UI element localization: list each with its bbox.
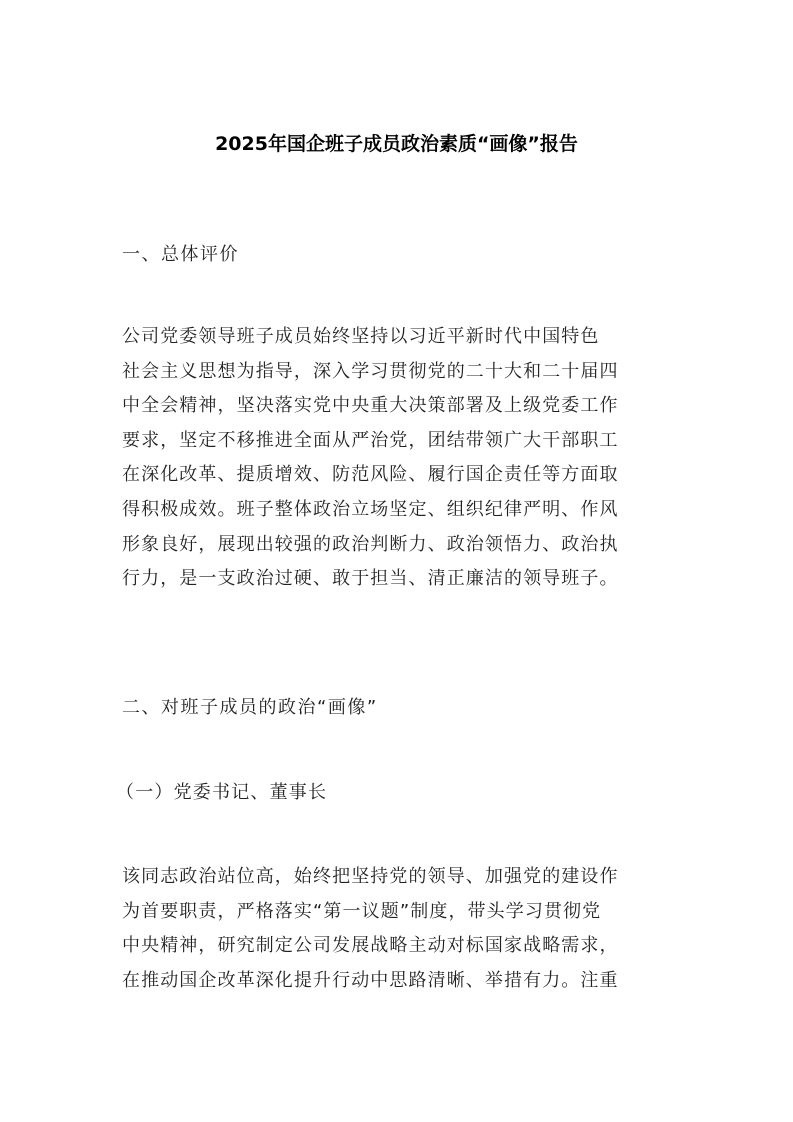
overall-evaluation-paragraph (122, 320, 678, 597)
subsection-heading-party-secretary: （一）党委书记、董事长 (116, 782, 328, 803)
paragraph-line: 在深化改革、提质增效、防范风险、履行国企责任等方面取 (122, 464, 619, 486)
paragraph-line: 为首要职责，严格落实“第一议题”制度，带头学习贯彻党 (122, 900, 602, 922)
paragraph-line: 形象良好，展现出较强的政治判断力、政治领悟力、政治执 (122, 533, 619, 555)
paragraph-line: 得积极成效。班子整体政治立场坚定、组织纪律严明、作风 (122, 498, 619, 520)
paragraph-line: 中全会精神，坚决落实党中央重大决策部署及上级党委工作 (122, 395, 619, 417)
paragraph-line: 在推动国企改革深化提升行动中思路清晰、举措有力。注重 (122, 969, 619, 991)
paragraph-line: 行力，是一支政治过硬、敢于担当、清正廉洁的领导班子。 (122, 568, 619, 590)
section-heading-overall-evaluation: 一、总体评价 (122, 244, 239, 265)
section-heading-member-portraits: 二、对班子成员的政治“画像” (122, 697, 378, 718)
paragraph-line: 该同志政治站位高，始终把坚持党的领导、加强党的建设作 (122, 866, 619, 887)
party-secretary-paragraph (122, 860, 678, 998)
paragraph-line: 要求，坚定不移推进全面从严治党，团结带领广大干部职工 (122, 429, 619, 451)
paragraph-line: 社会主义思想为指导，深入学习贯彻党的二十大和二十届四 (122, 360, 619, 382)
paragraph-line: 中央精神，研究制定公司发展战略主动对标国家战略需求， (122, 935, 619, 957)
document-title: 2025年国企班子成员政治素质“画像”报告 (215, 133, 578, 155)
paragraph-line: 公司党委领导班子成员始终坚持以习近平新时代中国特色 (122, 326, 600, 347)
